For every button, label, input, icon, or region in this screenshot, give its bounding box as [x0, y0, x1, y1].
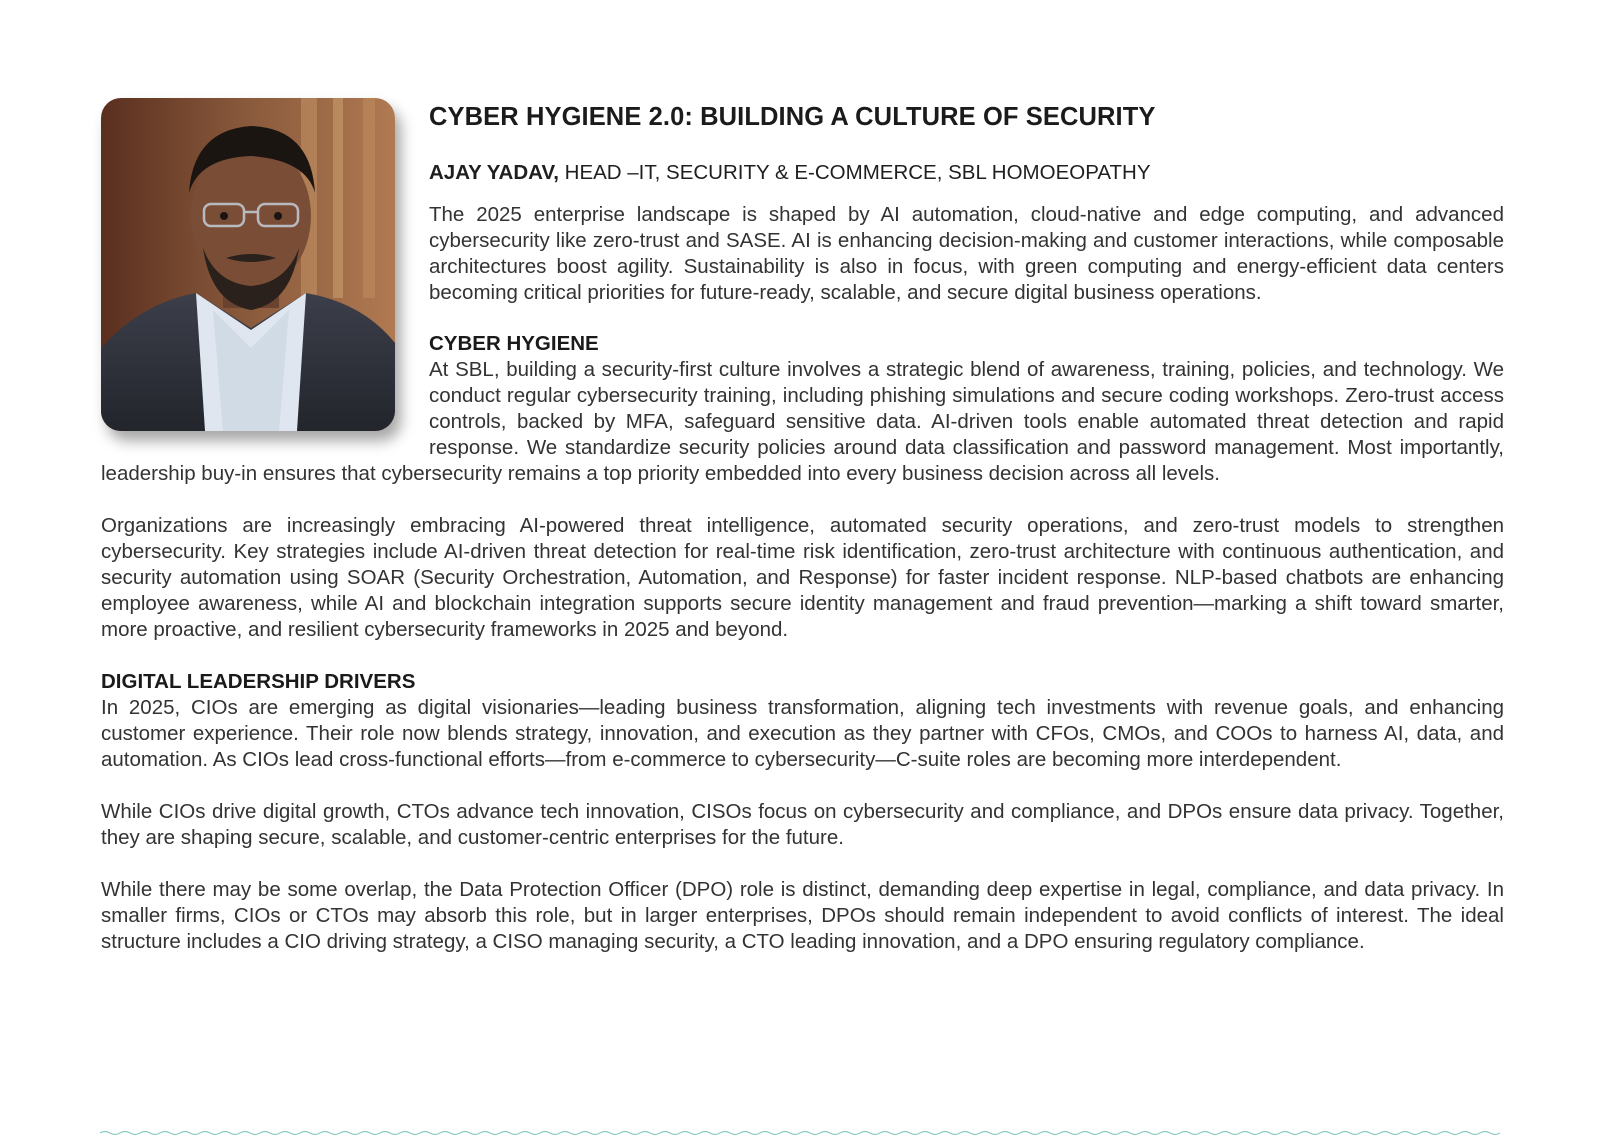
author-role: HEAD –IT, SECURITY & E-COMMERCE, SBL HOMOEOPATHY [558, 161, 1151, 184]
digital-leadership-paragraph-2: While CIOs drive digital growth, CTOs advance tech innovation, CISOs focus on cybersecurity and compliance, and DPOs ensure data privacy. Together, they are shaping secure, scalable, and customer-centric enterprises for the future. [101, 800, 1504, 849]
intro-paragraph: The 2025 enterprise landscape is shaped by AI automation, cloud-native and edge computing, and advanced cybersecurity like zero-trust and SASE. AI is enhancing decision-making and customer interactions, while composable architectures boost agility. Sustainability is also in focus, with green computing and energy-efficient data centers becoming critical priorities for future-ready, scalable, and secure digital business operations. [429, 203, 1504, 304]
footer-wave-rule [100, 1130, 1504, 1136]
section-heading-digital-leadership: DIGITAL LEADERSHIP DRIVERS [101, 670, 416, 693]
cyber-hygiene-paragraph-1: At SBL, building a security-first culture involves a strategic blend of awareness, training, policies, and technology. We conduct regular cybersecurity training, including phishing simulations and secure coding workshops. Zero-trust access controls, backed by MFA, safeguard sensitive data. AI-driven tools enable automated threat detection and rapid response. We standardize security policies around data classification and password management. Most importantly, leadership buy-in ensures that cybersecurity remains a top priority embedded into every business decision across all levels. [101, 358, 1504, 485]
digital-leadership-paragraph-1: In 2025, CIOs are emerging as digital visionaries—leading business transformation, aligning tech investments with revenue goals, and enhancing customer experience. Their role now blends strategy, innovation, and execution as they partner with CFOs, CMOs, and COOs to harness AI, data, and automation. As CIOs lead cross-functional efforts—from e-commerce to cybersecurity—C-suite roles are becoming more interdependent. [101, 696, 1504, 771]
article-title: CYBER HYGIENE 2.0: BUILDING A CULTURE OF SECURITY [429, 103, 1156, 131]
author-photo [101, 98, 395, 431]
digital-leadership-paragraph-3: While there may be some overlap, the Data Protection Officer (DPO) role is distinct, demanding deep expertise in legal, compliance, and data privacy. In smaller firms, CIOs or CTOs may absorb this role, but in larger enterprises, DPOs should remain independent to avoid conflicts of interest. The ideal structure includes a CIO driving strategy, a CISO managing security, a CTO leading innovation, and a DPO ensuring regulatory compliance. [101, 878, 1504, 953]
cyber-hygiene-paragraph-2: Organizations are increasingly embracing AI-powered threat intelligence, automated security operations, and zero-trust models to strengthen cybersecurity. Key strategies include AI-driven threat detection for real-time risk identification, zero-trust architecture with continuous authentication, and security automation using SOAR (Security Orchestration, Automation, and Response) for faster incident response. NLP-based chatbots are enhancing employee awareness, while AI and blockchain integration supports secure identity management and fraud prevention—marking a shift toward smarter, more proactive, and resilient cybersecurity frameworks in 2025 and beyond. [101, 514, 1504, 641]
author-name: AJAY YADAV, [429, 161, 559, 184]
article [101, 98, 1504, 955]
section-heading-cyber-hygiene: CYBER HYGIENE [429, 332, 599, 355]
